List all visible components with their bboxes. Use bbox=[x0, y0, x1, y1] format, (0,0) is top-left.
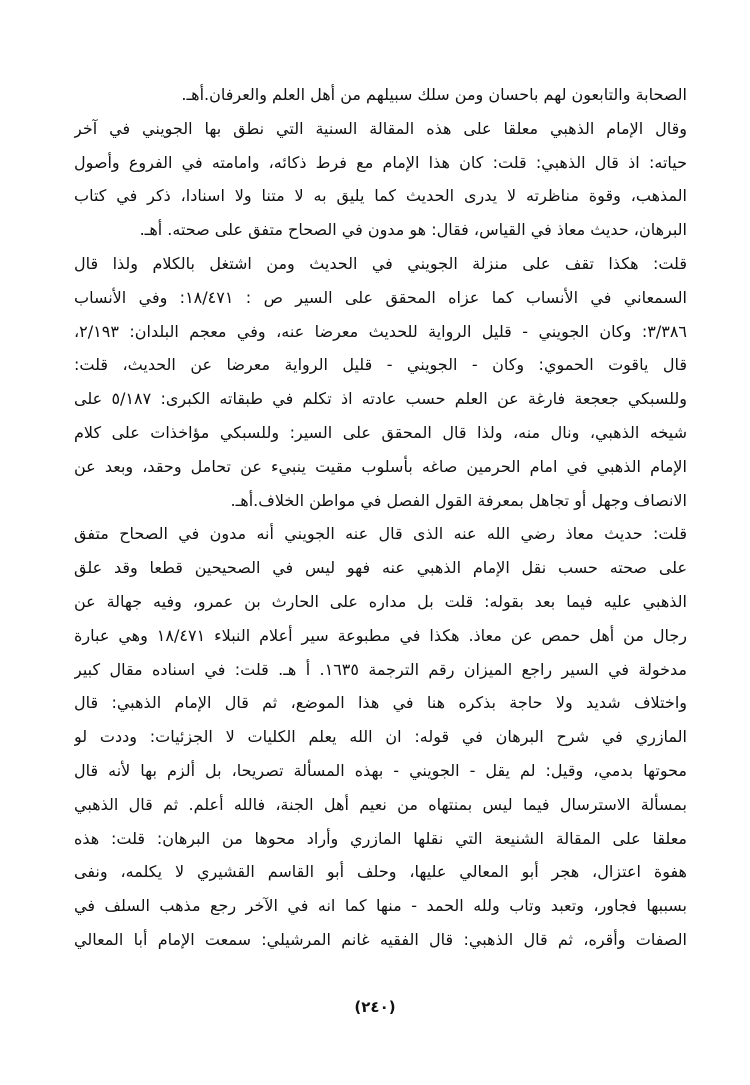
text-line: هفوة اعتزال، هجر أبو المعالي عليها، وحلف أبو القاسم القشيري لا يكلمه، ونفى bbox=[74, 862, 687, 882]
text-line: حياته: اذ قال الذهبي: قلت: كان هذا الإمام مع فرط ذكائه، وامامته في الفروع وأصول bbox=[74, 152, 687, 172]
text-line: ٣/٣٨٦: وكان الجويني - قليل الرواية للحديث معرضا عنه، وفي معجم البلدان: ٢/١٩٣، bbox=[74, 321, 687, 341]
text-line: الصحابة والتابعون لهم باحسان ومن سلك سبيلهم من أهل العلم والعرفان.أهـ. bbox=[181, 85, 687, 104]
text-line: واختلاف شديد ولا حاجة بذكره هنا في هذا الموضع، ثم قال الإمام الذهبي: قال bbox=[74, 693, 687, 713]
text-line: وقال الإمام الذهبي معلقا على هذه المقالة السنية التي نطق بها الجويني في آخر bbox=[74, 118, 687, 138]
text-line: وللسبكي جعجعة فارغة عن العلم حسب عادته اذ تكلم في طبقاته الكبرى: ٥/١٨٧ على bbox=[74, 389, 687, 409]
text-line: بسببها فجاور، وتعبد وتاب ولله الحمد - منها كما انه في الآخر رجع مذهب السلف في bbox=[74, 896, 687, 916]
text-line: الذهبي عليه فيما بعد بقوله: قلت بل مداره على الحارث بن عمرو، وفيه جهالة عن bbox=[74, 591, 687, 611]
text-line: على صحته حسب نقل الإمام الذهبي عنه فهو ليس في الصحيحين قطعا وقد علق bbox=[74, 558, 687, 578]
text-line: البرهان، حديث معاذ في القياس، فقال: هو مدون في الصحاح متفق على صحته. أهـ. bbox=[139, 220, 687, 240]
page-number: (٢٤٠) bbox=[354, 998, 396, 1016]
text-line: قلت: هكذا تقف على منزلة الجويني في الحديث ومن اشتغل بالكلام ولذا قال bbox=[74, 253, 687, 273]
text-line: رجال من أهل حمص عن معاذ. هكذا في مطبوعة سير أعلام النبلاء ١٨/٤٧١ وهي عبارة bbox=[74, 625, 687, 645]
text-line: بمسألة الاسترسال فيما ليس بمنتهاه من نعيم أهل الجنة، فالله أعلم. ثم قال الذهبي bbox=[74, 794, 687, 814]
text-line: الانصاف وجهل أو تجاهل بمعرفة القول الفصل في مواطن الخلاف.أهـ. bbox=[230, 490, 687, 510]
text-line: محوتها بدمي، وقيل: لم يقل - الجويني - بهذه المسألة تصريحا، بل ألزم بها لأنه قال bbox=[74, 760, 687, 780]
text-line: مدخولة في السير راجع الميزان رقم الترجمة ١٦٣٥. أ هـ. قلت: في اسناده مقال كبير bbox=[74, 659, 687, 679]
text-line: المازري في شرح البرهان في قوله: ان الله يعلم الكليات لا الجزئيات: وددت لو bbox=[74, 727, 687, 747]
text-line: المذهب، وقوة مناظرته لا يدرى الحديث كما يليق به لا متنا ولا اسنادا، ذكر في كتاب bbox=[74, 186, 687, 206]
text-line: الإمام الذهبي في امام الحرمين صاغه بأسلوب مقيت ينبيء عن تحامل وحقد، وبعد عن bbox=[74, 456, 687, 476]
text-line: السمعاني في الأنساب كما عزاه المحقق على السير ص : ١٨/٤٧١: وفي الأنساب bbox=[74, 287, 687, 307]
text-line: شيخه الذهبي، ونال منه، ولذا قال المحقق على السير: وللسبكي مؤاخذات على كلام bbox=[74, 422, 687, 442]
text-body bbox=[74, 78, 687, 957]
text-line: الصفات وأقره، ثم قال الذهبي: قال الفقيه غانم المرشيلي: سمعت الإمام أبا المعالي bbox=[74, 929, 687, 949]
text-line: معلقا على المقالة الشنيعة التي نقلها المازري وأراد محوها من البرهان: قلت: هذه bbox=[74, 828, 687, 848]
text-line: قال ياقوت الحموي: وكان - الجويني - قليل الرواية معرضا عن الحديث، قلت: bbox=[74, 355, 687, 375]
text-line: قلت: حديث معاذ رضي الله عنه الذى قال عنه الجويني أنه مدون في الصحاح متفق bbox=[74, 524, 687, 544]
